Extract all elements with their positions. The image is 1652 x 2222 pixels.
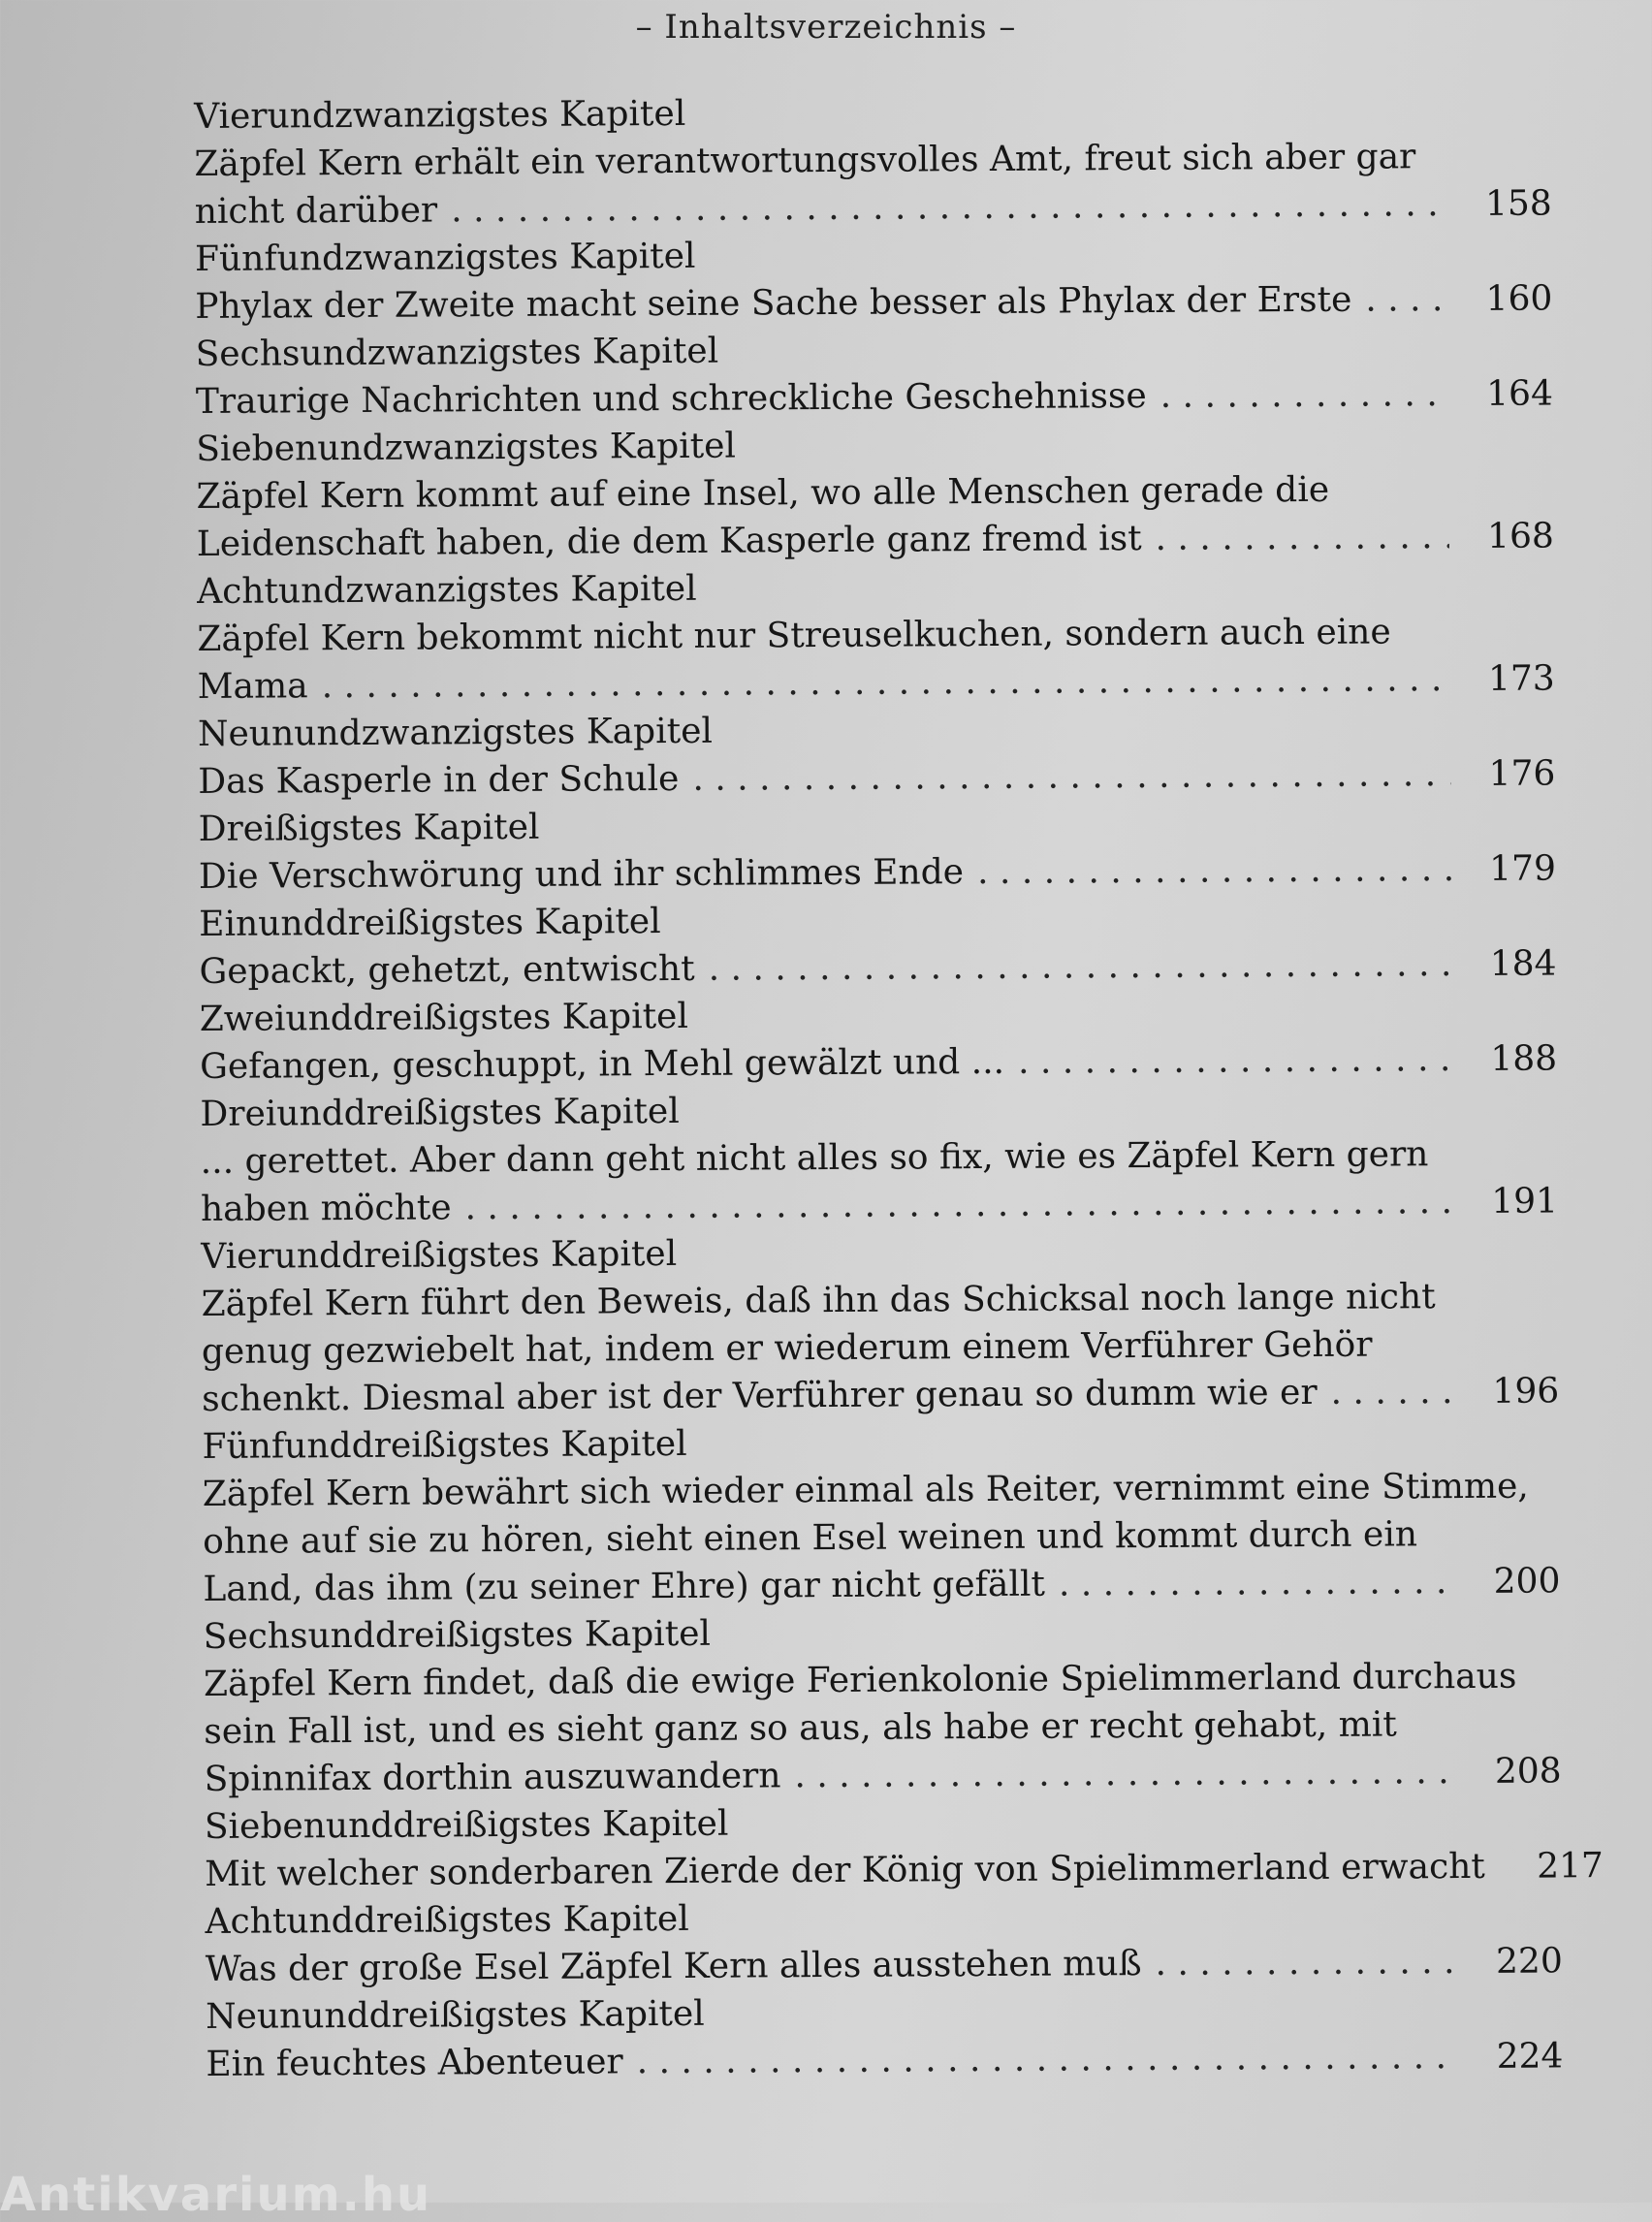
chapter-title-text: Das Kasperle in der Schule [198,755,679,806]
chapter-title-text: Leidenschaft haben, die dem Kasperle ganz fremd ist [197,515,1142,568]
watermark-text: Antikvarium.hu [0,2168,431,2222]
dot-leader [1059,1558,1456,1608]
page-number: 196 [1472,1367,1559,1415]
toc-entry [197,559,1555,711]
toc-entry [198,702,1556,806]
toc-entry [195,322,1553,426]
chapter-title-line: Zäpfel Kern bekommt nicht nur Streuselkuchen, sondern auch eine [197,607,1554,663]
chapter-title-line: Zäpfel Kern kommt auf eine Insel, wo alle Menschen gerade die [196,464,1553,521]
page-number: 160 [1465,274,1552,323]
chapter-title-text: Die Verschwörung und ihr schlimmes Ende [199,848,964,901]
chapter-title-final-line [199,939,1556,996]
page-number: 208 [1474,1747,1561,1795]
dot-leader [692,750,1450,803]
chapter-title-text: Mama [198,662,308,711]
chapter-title-final-line [195,179,1552,236]
chapter-title-line: ... gerettet. Aber dann geht nicht alles so fix, wie es Zäpfel Kern gern [201,1129,1558,1186]
chapter-title-line: Zäpfel Kern bewährt sich wieder einmal als Reiter, vernimmt eine Stimme, [203,1462,1560,1518]
chapter-heading: Sechsundzwanzigstes Kapitel [195,322,1552,378]
toc-entry [202,1414,1560,1613]
chapter-title-line: genug gezwiebelt hat, indem er wiederum einem Verführer Gehör [202,1319,1559,1376]
chapter-heading: Fünfundzwanzigstes Kapitel [195,227,1552,283]
chapter-title-final-line [196,369,1553,426]
chapter-title-line: sein Fall ist, und es sieht ganz so aus, als habe er recht gehabt, mit [204,1699,1561,1756]
toc-entry [199,892,1557,996]
chapter-heading: Neunundzwanzigstes Kapitel [198,702,1555,758]
chapter-title-text: Gepackt, gehetzt, entwischt [199,945,694,996]
chapter-title-line: Zäpfel Kern erhält ein verantwortungsvolles Amt, freut sich aber gar [194,132,1551,188]
chapter-heading: Sechsunddreißigstes Kapitel [204,1604,1561,1661]
chapter-title-text: Phylax der Zweite macht seine Sache besser als Phylax der Erste [195,276,1351,331]
chapter-heading: Einunddreißigstes Kapitel [199,892,1556,948]
chapter-heading: Vierundzwanzigstes Kapitel [194,84,1551,141]
chapter-title-line: Zäpfel Kern führt den Beweis, daß ihn das Schicksal noch lange nicht [201,1272,1558,1328]
chapter-heading: Achtunddreißigstes Kapitel [205,1889,1562,1946]
chapter-title-line: Zäpfel Kern findet, daß die ewige Ferienkolonie Spielimmerland durchaus [204,1652,1561,1708]
chapter-title-final-line [204,1747,1561,1803]
page-number: 220 [1476,1937,1563,1985]
chapter-title-line: ohne auf sie zu hören, sieht einen Esel weinen und kommt durch ein [203,1509,1560,1566]
page-number: 217 [1516,1842,1604,1890]
chapter-heading: Vierunddreißigstes Kapitel [201,1224,1558,1281]
dot-leader [1155,513,1449,562]
dot-leader [794,1748,1456,1799]
dot-leader [637,2033,1459,2085]
toc-entry [196,417,1554,568]
dot-leader [1365,275,1447,324]
dot-leader [464,1178,1453,1231]
chapter-title-final-line [198,654,1555,711]
dot-leader [322,655,1450,710]
dot-leader [1160,370,1448,420]
chapter-title-final-line [199,844,1556,901]
page-number: 176 [1468,749,1555,798]
toc-entry [198,797,1556,901]
chapter-heading: Dreißigstes Kapitel [198,797,1555,853]
chapter-title-final-line [200,1034,1557,1091]
dot-leader [977,845,1451,896]
chapter-title-final-line [197,512,1554,568]
chapter-title-final-line [206,1937,1563,1993]
page-number: 200 [1473,1557,1560,1605]
chapter-heading: Dreiunddreißigstes Kapitel [200,1082,1557,1138]
chapter-title-text: Was der große Esel Zäpfel Kern alles ausstehen muß [206,1940,1142,1993]
chapter-heading: Fünfunddreißigstes Kapitel [202,1414,1559,1471]
chapter-title-text: Traurige Nachrichten und schreckliche Geschehnisse [196,372,1147,426]
chapter-title-text: schenkt. Diesmal aber ist der Verführer genau so dumm wie er [202,1369,1318,1423]
toc-entry [206,1984,1564,2088]
page-number: 158 [1465,179,1552,228]
page-number: 168 [1467,512,1554,560]
chapter-title-text: Gefangen, geschuppt, in Mehl gewälzt und ... [200,1038,1004,1091]
toc-entry [195,227,1553,331]
toc-entry [204,1604,1562,1803]
chapter-heading: Neununddreißigstes Kapitel [206,1984,1563,2041]
chapter-title-final-line [198,749,1555,806]
toc-entry [201,1224,1559,1423]
chapter-title-text: Mit welcher sonderbaren Zierde der König von Spielimmerland erwacht [205,1843,1485,1898]
chapter-title-text: haben möchte [201,1184,452,1233]
toc-entry [205,1889,1563,1993]
chapter-title-final-line [205,1842,1562,1898]
chapter-title-final-line [203,1557,1560,1613]
running-title: – Inhaltsverzeichnis – [0,8,1652,47]
page-number: 164 [1466,369,1553,418]
chapter-title-text: Land, das ihm (zu seiner Ehre) gar nicht gefällt [203,1561,1045,1613]
dot-leader [708,940,1451,993]
dot-leader [1018,1035,1452,1086]
dot-leader [451,180,1447,234]
chapter-title-final-line [201,1177,1558,1233]
toc-entry [194,84,1552,236]
page-number: 179 [1469,844,1556,893]
table-of-contents [194,84,1564,2088]
chapter-heading: Siebenundzwanzigstes Kapitel [196,417,1553,473]
chapter-title-final-line [206,2032,1563,2088]
chapter-heading: Zweiunddreißigstes Kapitel [200,987,1557,1043]
page-number: 184 [1469,939,1556,988]
page-number: 224 [1476,2032,1563,2080]
page-number: 188 [1470,1034,1557,1083]
dot-leader [1155,1938,1458,1987]
chapter-heading: Siebenunddreißigstes Kapitel [205,1794,1562,1851]
page-number: 191 [1471,1177,1558,1225]
dot-leader [1330,1368,1454,1416]
toc-entry [200,1082,1558,1233]
chapter-title-text: Spinnifax dorthin auszuwandern [204,1752,780,1803]
chapter-title-final-line [202,1367,1559,1423]
page-number: 173 [1468,654,1555,703]
chapter-heading: Achtundzwanzigstes Kapitel [197,559,1554,616]
chapter-title-final-line [195,274,1552,331]
toc-entry [200,987,1558,1091]
chapter-title-text: Ein feuchtes Abenteuer [206,2038,623,2088]
chapter-title-text: nicht darüber [195,186,438,236]
toc-entry [205,1794,1563,1898]
